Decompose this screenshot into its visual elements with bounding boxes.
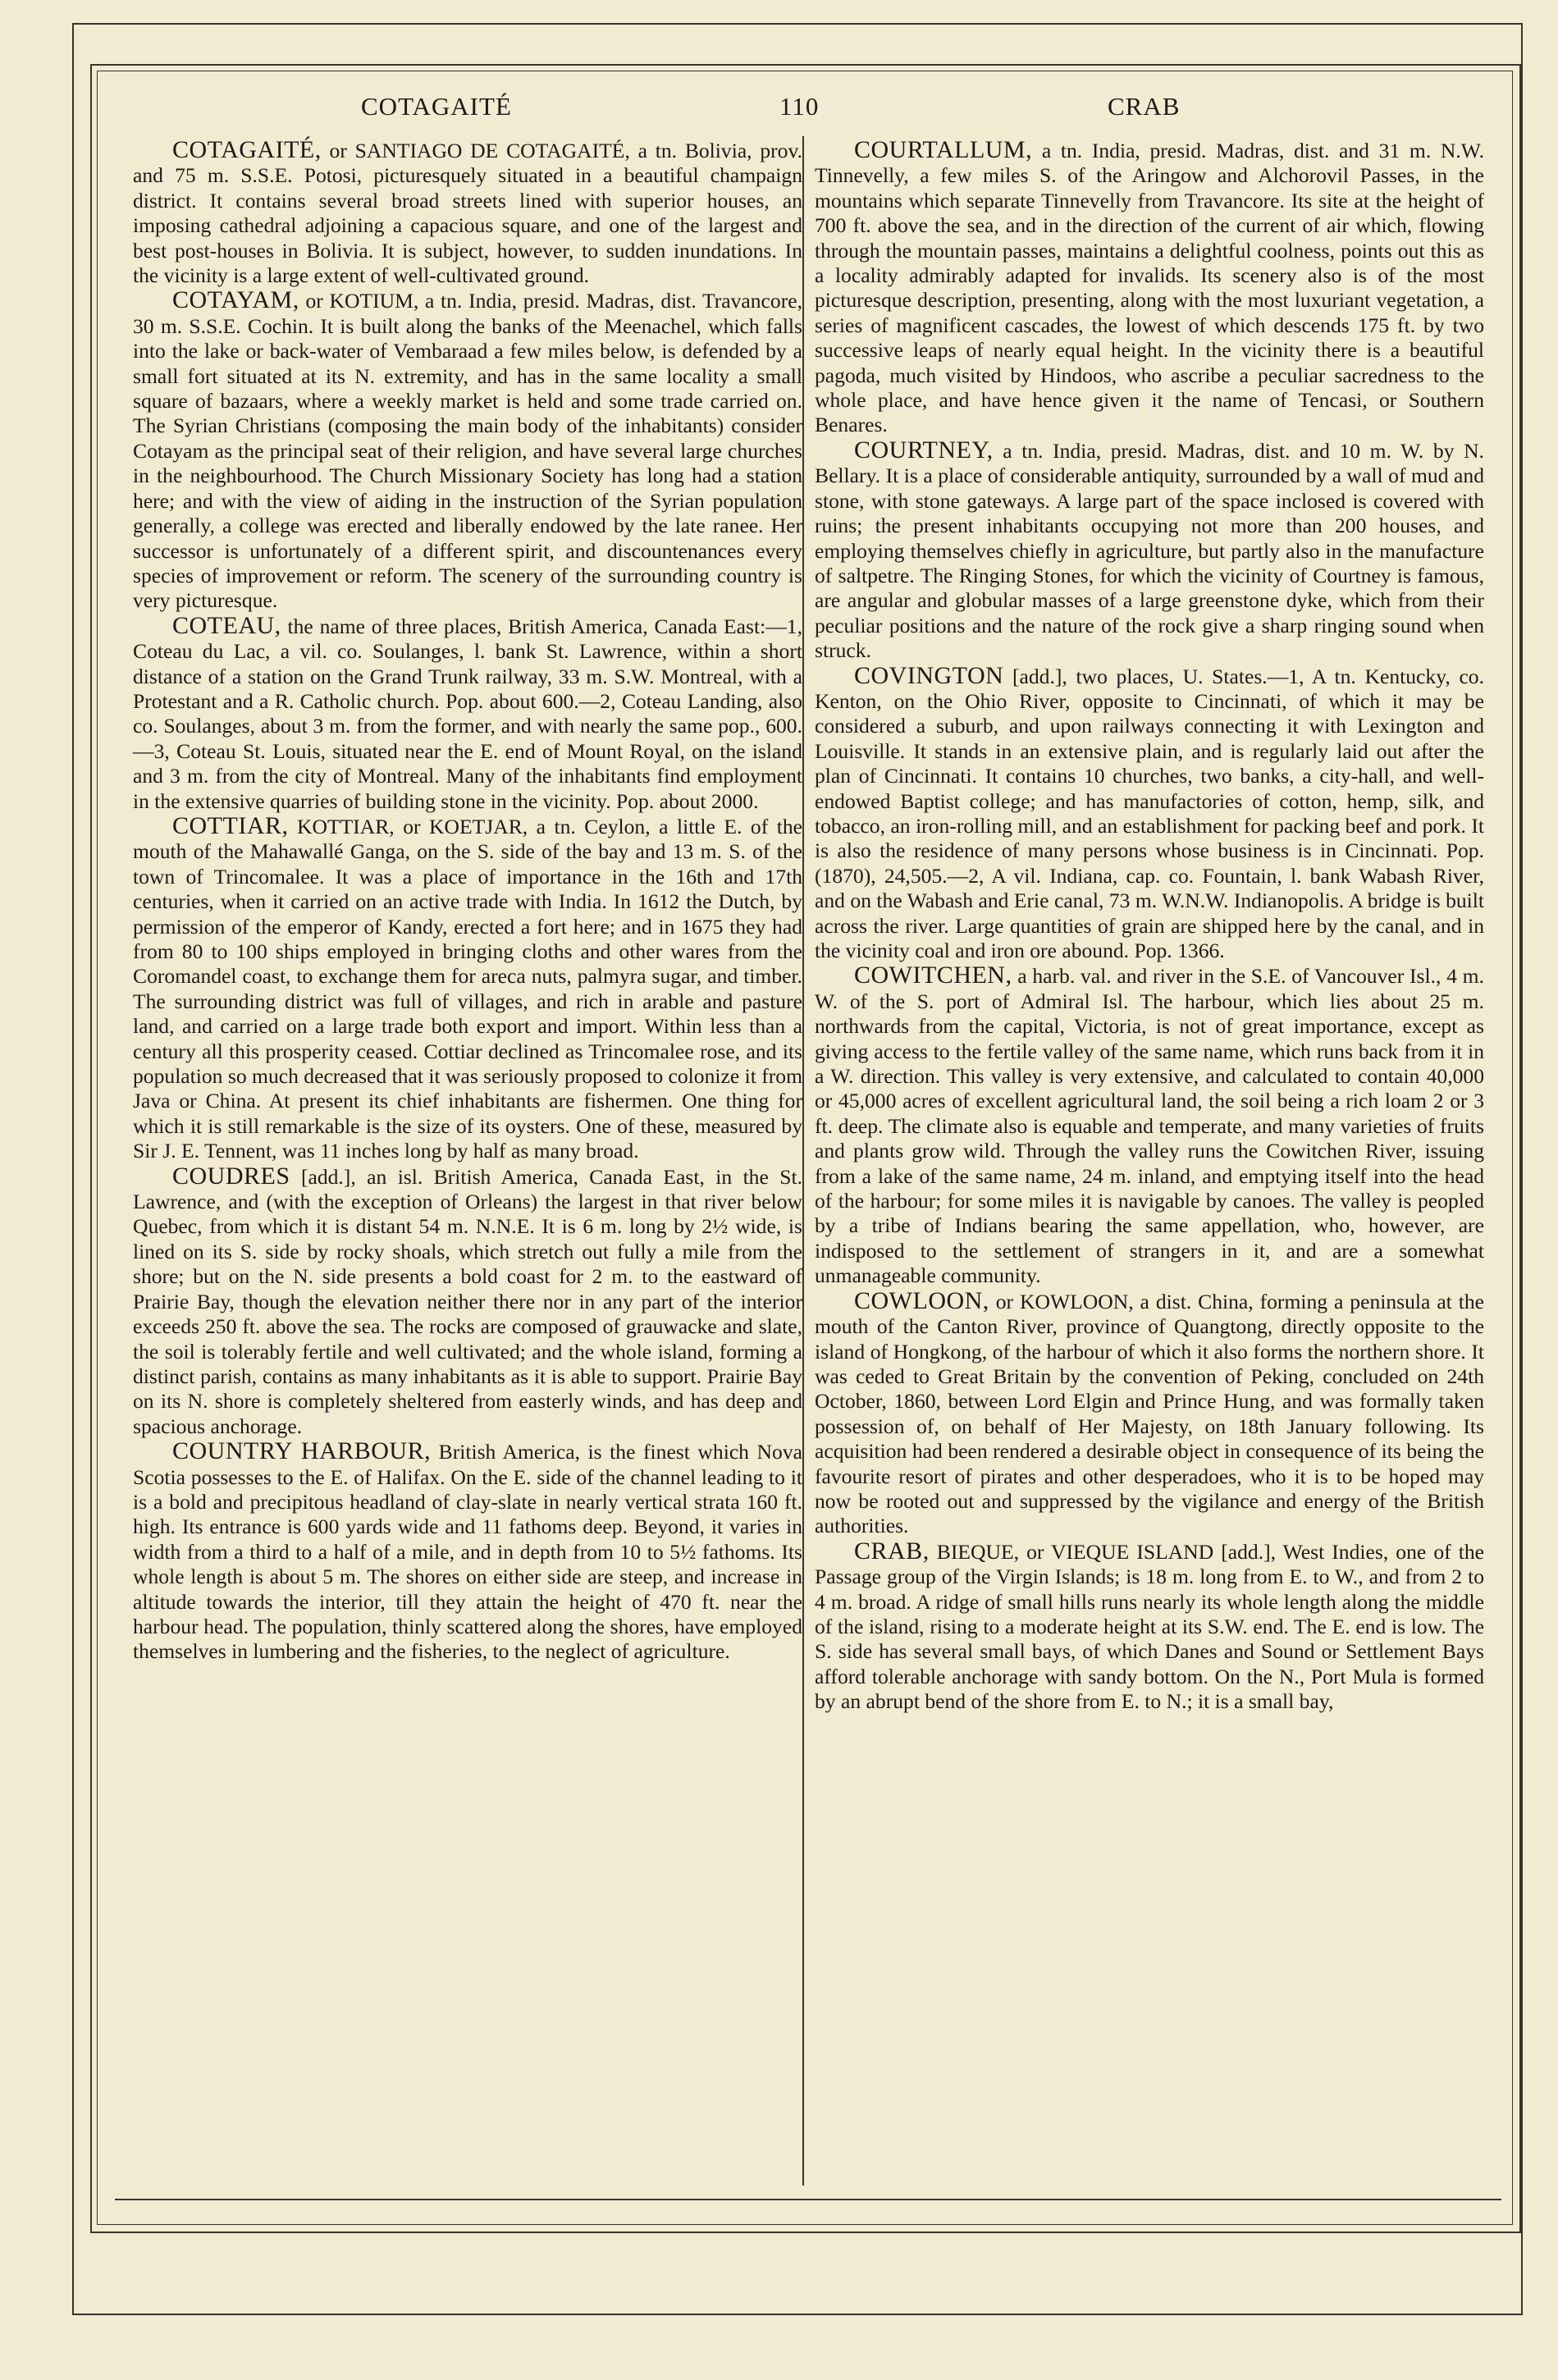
right-column: [815, 138, 1484, 1715]
running-header: [115, 89, 1493, 125]
headword: COWITCHEN,: [854, 962, 1012, 989]
entry-cowloon: [815, 1286, 1484, 1539]
entry-cotagaite: [133, 138, 802, 288]
headword: COUNTRY HARBOUR,: [172, 1437, 432, 1465]
entry-text: a tn. India, presid. Madras, dist. and 31 m. N.W. Tinnevelly, a few miles S. of the Aringow and Alchorovil Passes, in the mountains which separate Tinnevelly from Travancore. Its site at the height of 700 ft. above the sea, and in the direction of the current of air which, flowing through the mountain passes, maintains a delightful coolness, points out this as a locality admirably adapted for invalids. Its scenery also is of the most picturesque description, presenting, along with the most luxuriant vegetation, a series of magnificent cascades, the lowest of which descends 175 ft. by two successive leaps of nearly equal height. In the vicinity there is a beautiful pagoda, much visited by Hindoos, who ascribe a peculiar sacredness to the whole place, and have hence given it the name of Tencasi, or Southern Benares.: [815, 139, 1484, 437]
entry-text: or KOWLOON, a dist. China, forming a peninsula at the mouth of the Canton River, province of Quangtong, directly opposite to the island of Hongkong, of the harbour of which it also forms the northern shore. It was ceded to Great Britain by the convention of Peking, concluded on 24th October, 1860, between Lord Elgin and Prince Hung, and was formally taken possession of, on behalf of Her Majesty, on 18th January following. Its acquisition had been rendered a desirable object in consequence of its being the favourite resort of pirates and other desperadoes, who it is to be hoped may now be rooted out and suppressed by the vigilance and energy of the British authorities.: [815, 1289, 1484, 1538]
headword: COUDRES: [172, 1162, 290, 1190]
entry-covington: [815, 661, 1484, 964]
entry-courtallum: [815, 138, 1484, 438]
entry-cowitchen: [815, 963, 1484, 1288]
entry-cotayam: [133, 288, 802, 613]
headword: COVINGTON: [854, 661, 1004, 689]
entry-text: or SANTIAGO DE COTAGAITÉ, a tn. Bolivia, prov. and 75 m. S.S.E. Potosi, picturesquely situated in a beautiful champaign district. It contains several broad streets lined with superior houses, an imposing cathedral adjoining a capacious square, and one of the largest and best post-houses in Bolivia. It is subject, however, to sudden inundations. In the vicinity is a large extent of well-cultivated ground.: [133, 139, 802, 288]
headword: COTEAU,: [172, 611, 281, 639]
entry-country-harbour: [133, 1439, 802, 1665]
headword: CRAB,: [854, 1537, 930, 1565]
entry-text: BIEQUE, or VIEQUE ISLAND [add.], West Indies, one of the Passage group of the Virgin Islands; is 18 m. long from E. to W., and from 2 to 4 m. broad. A ridge of small hills runs nearly its whole length along the middle of the island, rising to a moderate height at its S.W. end. The E. end is low. The S. side has several small bays, of which Danes and Sound or Settlement Bays afford tolerable anchorage with sandy bottom. On the N., Port Mula is formed by an abrupt bend of the shore from E. to N.; it is a small bay,: [815, 1539, 1484, 1714]
entry-text: British America, is the finest which Nova Scotia possesses to the E. of Halifax. On the E. side of the channel leading to it is a bold and precipitous headland of clay-slate in nearly vertical strata 160 ft. high. Its entrance is 600 yards wide and 11 fathoms deep. Beyond, it varies in width from a third to a half of a mile, and in depth from 10 to 5½ fathoms. Its whole length is about 5 m. The shores on either side are steep, and increase in altitude towards the interior, till they attain the height of 470 ft. near the harbour head. The population, thinly scattered along the shores, have employed themselves in lumbering and the fisheries, to the neglect of agriculture.: [133, 1440, 802, 1664]
entry-text: [add.], an isl. British America, Canada East, in the St. Lawrence, and (with the exception of Orleans) the largest in that river below Quebec, from which it is distant 54 m. N.N.E. It is 6 m. long by 2½ wide, is lined on its S. side by rocky shoals, which stretch out fully a mile from the shore; but on the N. side presents a bold coast for 2 m. to the eastward of Prairie Bay, though the elevation neither there nor in any part of the interior exceeds 250 ft. above the sea. The rocks are composed of grauwacke and slate, the soil is tolerably fertile and well cultivated; and the whole island, forming a distinct parish, contains as many inhabitants as it is able to support. Prairie Bay on its N. shore is completely sheltered from easterly winds, and has deep and spacious anchorage.: [133, 1164, 802, 1438]
headword: COTTIAR,: [172, 811, 289, 839]
headword: COURTNEY,: [854, 436, 994, 464]
entry-coudres: [133, 1164, 802, 1439]
header-left-word: COTAGAITÉ: [361, 92, 512, 121]
headword: COTAYAM,: [172, 286, 299, 314]
entry-coteau: [133, 611, 802, 814]
headword: COURTALLUM,: [854, 136, 1033, 163]
column-divider: [802, 136, 804, 2186]
left-column: [133, 138, 802, 1665]
entry-text: KOTTIAR, or KOETJAR, a tn. Ceylon, a little E. of the mouth of the Mahawallé Ganga, on the S. side of the bay and 13 m. S. of the town of Trincomalee. It was a place of importance in the 16th and 17th centuries, when it carried on an active trade with India. In 1612 the Dutch, by permission of the emperor of Kandy, erected a fort here; and in 1675 they had from 80 to 100 ships employed in bringing cloths and other wares from the Coromandel coast, to exchange them for areca nuts, palmyra sugar, and timber. The surrounding district was full of villages, and rich in arable and pasture land, and carried on a large trade both export and import. Within less than a century all this prosperity ceased. Cottiar declined as Trincomalee rose, and its population so much decreased that it was seriously proposed to colonize it from Java or China. At present its chief inhabitants are fishermen. One thing for which it is still remarkable is the size of its oysters. One of these, measured by Sir J. E. Tennent, was 11 inches long by half as many broad.: [133, 814, 802, 1163]
entry-text: a tn. India, presid. Madras, dist. and 10 m. W. by N. Bellary. It is a place of considerable antiquity, surrounded by a wall of mud and stone, with stone gateways. A large part of the space inclosed is covered with ruins; the present inhabitants occupying not more than 200 houses, and employing themselves chiefly in agriculture, but partly also in the manufacture of saltpetre. The Ringing Stones, for which the vicinity of Courtney is famous, are angular and globular masses of a large greenstone dyke, which from their peculiar positions and the nature of the rock give a sharp ringing sound when struck.: [815, 438, 1484, 663]
entry-text: or KOTIUM, a tn. India, presid. Madras, dist. Travancore, 30 m. S.S.E. Cochin. It is built along the banks of the Meenachel, which falls into the lake or back-water of Vembaraad a few miles below, is defended by a small fort situated at its N. extremity, and has in the same locality a small square of bazaars, where a weekly market is held and some trade carried on. The Syrian Christians (composing the main body of the inhabitants) consider Cotayam as the principal seat of their religion, and have several large churches in the neighbourhood. The Church Missionary Society has long had a station here; and with the view of aiding in the instruction of the Syrian population generally, a college was erected and liberally endowed by the late ranee. Her successor is unfortunately of a different spirit, and discountenances every species of improvement or reform. The scenery of the surrounding country is very picturesque.: [133, 289, 802, 613]
entry-text: [add.], two places, U. States.—1, A tn. Kentucky, co. Kenton, on the Ohio River, opposite to Cincinnati, of which it may be considered a suburb, and upon railways connecting it with Lexington and Louisville. It stands in an extensive plain, and is regularly laid out after the plan of Cincinnati. It contains 10 churches, two banks, a city-hall, and well-endowed Baptist college; and has manufactories of cotton, hemp, silk, and tobacco, an iron-rolling mill, and an establishment for packing beef and pork. It is also the residence of many persons whose business is in Cincinnati. Pop. (1870), 24,505.—2, A vil. Indiana, cap. co. Fountain, l. bank Wabash River, and on the Wabash and Erie canal, 73 m. W.N.W. Indianopolis. A bridge is built across the river. Large quantities of grain are shipped here by the canal, and in the vicinity coal and iron ore abound. Pop. 1366.: [815, 664, 1484, 962]
entry-text: a harb. val. and river in the S.E. of Vancouver Isl., 4 m. W. of the S. port of Admiral Isl. The harbour, which lies about 25 m. northwards from the capital, Victoria, is not of great importance, except as giving access to the fertile valley of the same name, which runs back from it in a W. direction. This valley is very extensive, and calculated to contain 40,000 or 45,000 acres of excellent agricultural land, the soil being a rich loam 2 or 3 ft. deep. The climate also is equable and temperate, and many varieties of fruits and plants grow wild. Through the valley runs the Cowitchen River, issuing from a lake of the same name, 24 m. inland, and emptying itself into the head of the harbour; for some miles it is navigable by canoes. The valley is peopled by a tribe of Indians bearing the same appellation, who, however, are indisposed to the settlement of strangers in it, and are a somewhat unmanageable community.: [815, 964, 1484, 1288]
page-number: 110: [779, 92, 820, 121]
entry-cottiar: [133, 811, 802, 1164]
headword: COWLOON,: [854, 1286, 989, 1314]
bottom-rule: [115, 2199, 1501, 2200]
entry-text: the name of three places, British America, Canada East:—1, Coteau du Lac, a vil. co. Soulanges, l. bank St. Lawrence, within a short distance of a station on the Grand Trunk railway, 33 m. S.W. Montreal, with a Protestant and a R. Catholic church. Pop. about 600.—2, Coteau Landing, also co. Soulanges, about 3 m. from the former, and with nearly the same pop., 600.—3, Coteau St. Louis, situated near the E. end of Mount Royal, on the island and 3 m. from the city of Montreal. Many of the inhabitants find employment in the extensive quarries of building stone in the vicinity. Pop. about 2000.: [133, 614, 802, 813]
headword: COTAGAITÉ,: [172, 136, 322, 163]
entry-crab: [815, 1539, 1484, 1715]
header-right-word: CRAB: [1108, 92, 1181, 121]
entry-courtney: [815, 438, 1484, 664]
